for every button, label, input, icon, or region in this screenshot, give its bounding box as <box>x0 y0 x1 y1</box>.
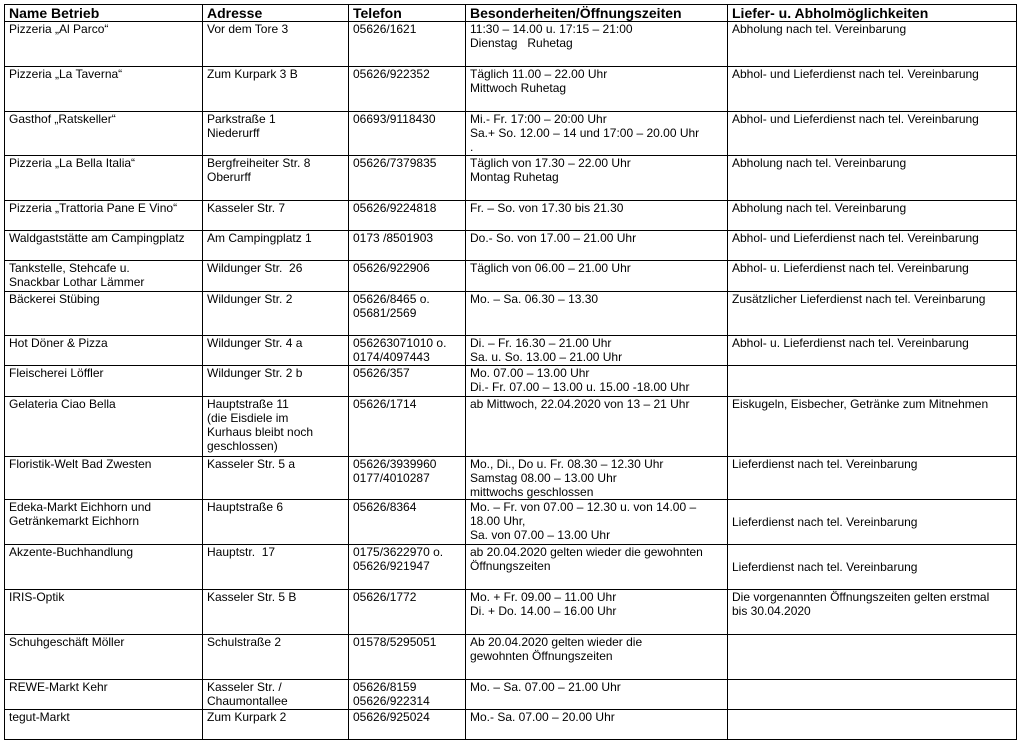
cell-phone-text: 05626/925024 <box>353 710 430 724</box>
cell-delivery <box>728 710 1017 740</box>
cell-delivery-text: Abhol- u. Lieferdienst nach tel. Vereinbarung <box>732 336 969 350</box>
cell-delivery-text: Lieferdienst nach tel. Vereinbarung <box>732 560 918 574</box>
cell-name <box>5 292 203 336</box>
cell-delivery-text: Lieferdienst nach tel. Vereinbarung <box>732 515 918 529</box>
cell-address <box>203 336 349 366</box>
cell-delivery-text: Abhol- und Lieferdienst nach tel. Vereinbarung <box>732 231 979 245</box>
cell-hours-text: ab Mittwoch, 22.04.2020 von 13 – 21 Uhr <box>470 397 690 411</box>
table-row <box>5 680 1017 710</box>
cell-hours-text: Mo. – Fr. von 07.00 – 12.30 u. von 14.00 – 18.00 Uhr, Sa. von 07.00 – 13.00 Uhr <box>470 500 697 542</box>
cell-phone <box>349 156 466 201</box>
cell-address-text: Kasseler Str. 5 a <box>207 457 296 471</box>
cell-hours <box>466 710 728 740</box>
cell-hours-text: Täglich von 06.00 – 21.00 Uhr <box>470 261 631 275</box>
cell-address <box>203 292 349 336</box>
cell-hours-text: Mi.- Fr. 17:00 – 20:00 Uhr Sa.+ So. 12.00 – 14 und 17:00 – 20.00 Uhr . <box>470 112 700 154</box>
cell-delivery-text: Zusätzlicher Lieferdienst nach tel. Vereinbarung <box>732 292 986 306</box>
cell-hours <box>466 292 728 336</box>
table-row <box>5 231 1017 261</box>
cell-delivery <box>728 336 1017 366</box>
cell-phone-text: 0175/3622970 o. 05626/921947 <box>353 545 444 573</box>
cell-delivery <box>728 635 1017 680</box>
cell-name-text: Hot Döner & Pizza <box>9 336 108 350</box>
cell-name-text: tegut-Markt <box>9 710 70 724</box>
cell-phone-text: 0173 /8501903 <box>353 231 434 245</box>
cell-name <box>5 112 203 156</box>
cell-address-text: Hauptstr. 17 <box>207 545 276 559</box>
cell-name-text: Pizzeria „La Taverna“ <box>9 67 123 81</box>
cell-address <box>203 201 349 231</box>
cell-delivery <box>728 680 1017 710</box>
cell-delivery <box>728 500 1017 545</box>
cell-address-text: Wildunger Str. 4 a <box>207 336 303 350</box>
cell-delivery <box>728 261 1017 292</box>
cell-address-text: Zum Kurpark 2 <box>207 710 287 724</box>
table-row <box>5 457 1017 500</box>
cell-name <box>5 156 203 201</box>
cell-address <box>203 590 349 635</box>
cell-name-text: Edeka-Markt Eichhorn und Getränkemarkt Eichhorn <box>9 500 152 528</box>
cell-delivery <box>728 457 1017 500</box>
cell-address-text: Kasseler Str. / Chaumontallee <box>207 680 288 708</box>
header-phone: Telefon <box>349 5 466 22</box>
cell-phone <box>349 231 466 261</box>
cell-name <box>5 457 203 500</box>
cell-name <box>5 67 203 112</box>
cell-name-text: Pizzeria „Trattoria Pane E Vino“ <box>9 201 178 215</box>
cell-phone <box>349 545 466 590</box>
cell-hours <box>466 397 728 457</box>
cell-name <box>5 261 203 292</box>
cell-address-text: Zum Kurpark 3 B <box>207 67 298 81</box>
cell-address <box>203 680 349 710</box>
cell-name <box>5 545 203 590</box>
cell-hours <box>466 590 728 635</box>
cell-hours-text: 11:30 – 14.00 u. 17:15 – 21:00 Dienstag Ruhetag <box>470 22 633 50</box>
cell-hours-text: Mo. 07.00 – 13.00 Uhr Di.- Fr. 07.00 – 13.00 u. 15.00 -18.00 Uhr <box>470 366 690 394</box>
table-row <box>5 710 1017 740</box>
cell-name-text: Tankstelle, Stehcafe u. Snackbar Lothar Lämmer <box>9 261 145 289</box>
cell-name <box>5 590 203 635</box>
table-row <box>5 292 1017 336</box>
cell-name <box>5 635 203 680</box>
cell-phone-text: 056263071010 o. 0174/4097443 <box>353 336 447 364</box>
cell-address <box>203 261 349 292</box>
table-row <box>5 590 1017 635</box>
cell-name-text: REWE-Markt Kehr <box>9 680 108 694</box>
cell-address-text: Schulstraße 2 <box>207 635 282 649</box>
cell-address <box>203 231 349 261</box>
cell-name-text: Waldgaststätte am Campingplatz <box>9 231 185 245</box>
cell-address-text: Hauptstraße 11 (die Eisdiele im Kurhaus bleibt noch geschlossen) <box>207 397 314 453</box>
cell-hours-text: Di. – Fr. 16.30 – 21.00 Uhr Sa. u. So. 13.00 – 21.00 Uhr <box>470 336 623 364</box>
cell-delivery <box>728 292 1017 336</box>
cell-delivery <box>728 366 1017 397</box>
table-row <box>5 156 1017 201</box>
cell-name-text: Bäckerei Stübing <box>9 292 100 306</box>
cell-delivery <box>728 201 1017 231</box>
cell-phone-text: 05626/1621 <box>353 22 417 36</box>
cell-hours <box>466 457 728 500</box>
cell-phone-text: 05626/3939960 0177/4010287 <box>353 457 437 485</box>
cell-phone <box>349 500 466 545</box>
cell-address <box>203 500 349 545</box>
cell-delivery <box>728 22 1017 67</box>
cell-delivery <box>728 156 1017 201</box>
cell-delivery <box>728 231 1017 261</box>
cell-delivery <box>728 590 1017 635</box>
cell-delivery-text: Abhol- u. Lieferdienst nach tel. Vereinbarung <box>732 261 969 275</box>
cell-address-text: Wildunger Str. 2 b <box>207 366 303 380</box>
cell-hours-text: Ab 20.04.2020 gelten wieder die gewohnten Öffnungszeiten <box>470 635 643 663</box>
cell-name <box>5 22 203 67</box>
cell-hours <box>466 156 728 201</box>
cell-name <box>5 231 203 261</box>
cell-hours <box>466 22 728 67</box>
business-table <box>4 4 1017 740</box>
cell-phone <box>349 22 466 67</box>
table-row <box>5 201 1017 231</box>
cell-delivery-text: Abholung nach tel. Vereinbarung <box>732 22 907 36</box>
cell-hours-text: Mo. – Sa. 07.00 – 21.00 Uhr <box>470 680 621 694</box>
cell-delivery-text: Abhol- und Lieferdienst nach tel. Vereinbarung <box>732 67 979 81</box>
cell-address-text: Am Campingplatz 1 <box>207 231 312 245</box>
cell-hours <box>466 500 728 545</box>
cell-phone <box>349 67 466 112</box>
cell-name-text: Schuhgeschäft Möller <box>9 635 125 649</box>
table-row <box>5 112 1017 156</box>
cell-delivery-text: Abholung nach tel. Vereinbarung <box>732 156 907 170</box>
cell-delivery-text: Eiskugeln, Eisbecher, Getränke zum Mitnehmen <box>732 397 989 411</box>
cell-phone-text: 06693/9118430 <box>353 112 436 126</box>
cell-phone-text: 05626/922906 <box>353 261 430 275</box>
cell-name <box>5 710 203 740</box>
cell-name-text: Fleischerei Löffler <box>9 366 104 380</box>
cell-phone <box>349 590 466 635</box>
table-row <box>5 635 1017 680</box>
cell-name-text: Gasthof „Ratskeller“ <box>9 112 116 126</box>
cell-address <box>203 710 349 740</box>
cell-phone-text: 05626/8465 o. 05681/2569 <box>353 292 430 320</box>
cell-address <box>203 366 349 397</box>
cell-name-text: IRIS-Optik <box>9 590 65 604</box>
cell-address-text: Wildunger Str. 2 <box>207 292 293 306</box>
cell-address-text: Wildunger Str. 26 <box>207 261 303 275</box>
cell-address <box>203 67 349 112</box>
cell-address-text: Vor dem Tore 3 <box>207 22 289 36</box>
cell-address-text: Kasseler Str. 5 B <box>207 590 297 604</box>
cell-address-text: Kasseler Str. 7 <box>207 201 286 215</box>
cell-address <box>203 156 349 201</box>
cell-hours-text: Mo. + Fr. 09.00 – 11.00 Uhr Di. + Do. 14.00 – 16.00 Uhr <box>470 590 617 618</box>
cell-delivery-text: Abhol- und Lieferdienst nach tel. Vereinbarung <box>732 112 979 126</box>
cell-delivery-text: Abholung nach tel. Vereinbarung <box>732 201 907 215</box>
cell-hours-text: Mo., Di., Do u. Fr. 08.30 – 12.30 Uhr Samstag 08.00 – 13.00 Uhr mittwochs geschlossen <box>470 457 664 499</box>
cell-phone <box>349 292 466 336</box>
cell-hours <box>466 545 728 590</box>
cell-hours <box>466 635 728 680</box>
cell-phone <box>349 457 466 500</box>
cell-hours <box>466 112 728 156</box>
cell-address-text: Bergfreiheiter Str. 8 Oberurff <box>207 156 311 184</box>
cell-hours-text: ab 20.04.2020 gelten wieder die gewohnten Öffnungszeiten <box>470 545 703 573</box>
cell-hours-text: Täglich 11.00 – 22.00 Uhr Mittwoch Ruhetag <box>470 67 608 95</box>
cell-phone-text: 05626/7379835 <box>353 156 437 170</box>
cell-phone-text: 05626/1772 <box>353 590 417 604</box>
cell-phone <box>349 366 466 397</box>
header-row <box>5 5 1017 22</box>
cell-hours <box>466 366 728 397</box>
cell-hours <box>466 67 728 112</box>
cell-delivery <box>728 545 1017 590</box>
cell-name <box>5 366 203 397</box>
cell-address <box>203 112 349 156</box>
table-row <box>5 67 1017 112</box>
cell-hours <box>466 231 728 261</box>
header-address: Adresse <box>203 5 349 22</box>
table-row <box>5 261 1017 292</box>
table-body <box>5 22 1017 740</box>
cell-name <box>5 397 203 457</box>
cell-address <box>203 22 349 67</box>
cell-phone <box>349 201 466 231</box>
cell-name-text: Pizzeria „La Bella Italia“ <box>9 156 136 170</box>
cell-hours-text: Mo. – Sa. 06.30 – 13.30 <box>470 292 599 306</box>
cell-phone <box>349 635 466 680</box>
cell-hours-text: Täglich von 17.30 – 22.00 Uhr Montag Ruhetag <box>470 156 631 184</box>
cell-phone <box>349 397 466 457</box>
cell-address <box>203 397 349 457</box>
cell-phone-text: 05626/8159 05626/922314 <box>353 680 430 708</box>
cell-phone <box>349 336 466 366</box>
cell-name <box>5 336 203 366</box>
cell-delivery-text: Die vorgenannten Öffnungszeiten gelten erstmal bis 30.04.2020 <box>732 590 990 618</box>
cell-hours-text: Mo.- Sa. 07.00 – 20.00 Uhr <box>470 710 615 724</box>
cell-delivery <box>728 112 1017 156</box>
cell-address <box>203 635 349 680</box>
cell-hours <box>466 680 728 710</box>
table-row <box>5 500 1017 545</box>
cell-phone-text: 05626/1714 <box>353 397 417 411</box>
cell-delivery <box>728 397 1017 457</box>
cell-delivery-text: Lieferdienst nach tel. Vereinbarung <box>732 457 918 471</box>
header-name: Name Betrieb <box>5 5 203 22</box>
cell-address <box>203 457 349 500</box>
cell-name-text: Akzente-Buchhandlung <box>9 545 134 559</box>
header-delivery: Liefer- u. Abholmöglichkeiten <box>728 5 1017 22</box>
table-row <box>5 336 1017 366</box>
cell-address <box>203 545 349 590</box>
table-row <box>5 397 1017 457</box>
cell-phone <box>349 112 466 156</box>
cell-name <box>5 201 203 231</box>
cell-phone <box>349 680 466 710</box>
header-hours: Besonderheiten/Öffnungszeiten <box>466 5 728 22</box>
cell-hours <box>466 201 728 231</box>
cell-hours-text: Fr. – So. von 17.30 bis 21.30 <box>470 201 624 215</box>
cell-hours-text: Do.- So. von 17.00 – 21.00 Uhr <box>470 231 637 245</box>
cell-phone-text: 01578/5295051 <box>353 635 437 649</box>
cell-name-text: Gelateria Ciao Bella <box>9 397 116 411</box>
cell-name-text: Pizzeria „Al Parco“ <box>9 22 109 36</box>
cell-address-text: Hauptstraße 6 <box>207 500 284 514</box>
cell-hours <box>466 261 728 292</box>
cell-name <box>5 500 203 545</box>
cell-phone <box>349 710 466 740</box>
cell-phone-text: 05626/357 <box>353 366 410 380</box>
cell-phone-text: 05626/9224818 <box>353 201 437 215</box>
table-row <box>5 22 1017 67</box>
cell-delivery <box>728 67 1017 112</box>
cell-phone-text: 05626/922352 <box>353 67 430 81</box>
cell-name <box>5 680 203 710</box>
cell-phone-text: 05626/8364 <box>353 500 417 514</box>
cell-phone <box>349 261 466 292</box>
cell-name-text: Floristik-Welt Bad Zwesten <box>9 457 152 471</box>
table-row <box>5 366 1017 397</box>
cell-hours <box>466 336 728 366</box>
cell-address-text: Parkstraße 1 Niederurff <box>207 112 276 140</box>
table-row <box>5 545 1017 590</box>
